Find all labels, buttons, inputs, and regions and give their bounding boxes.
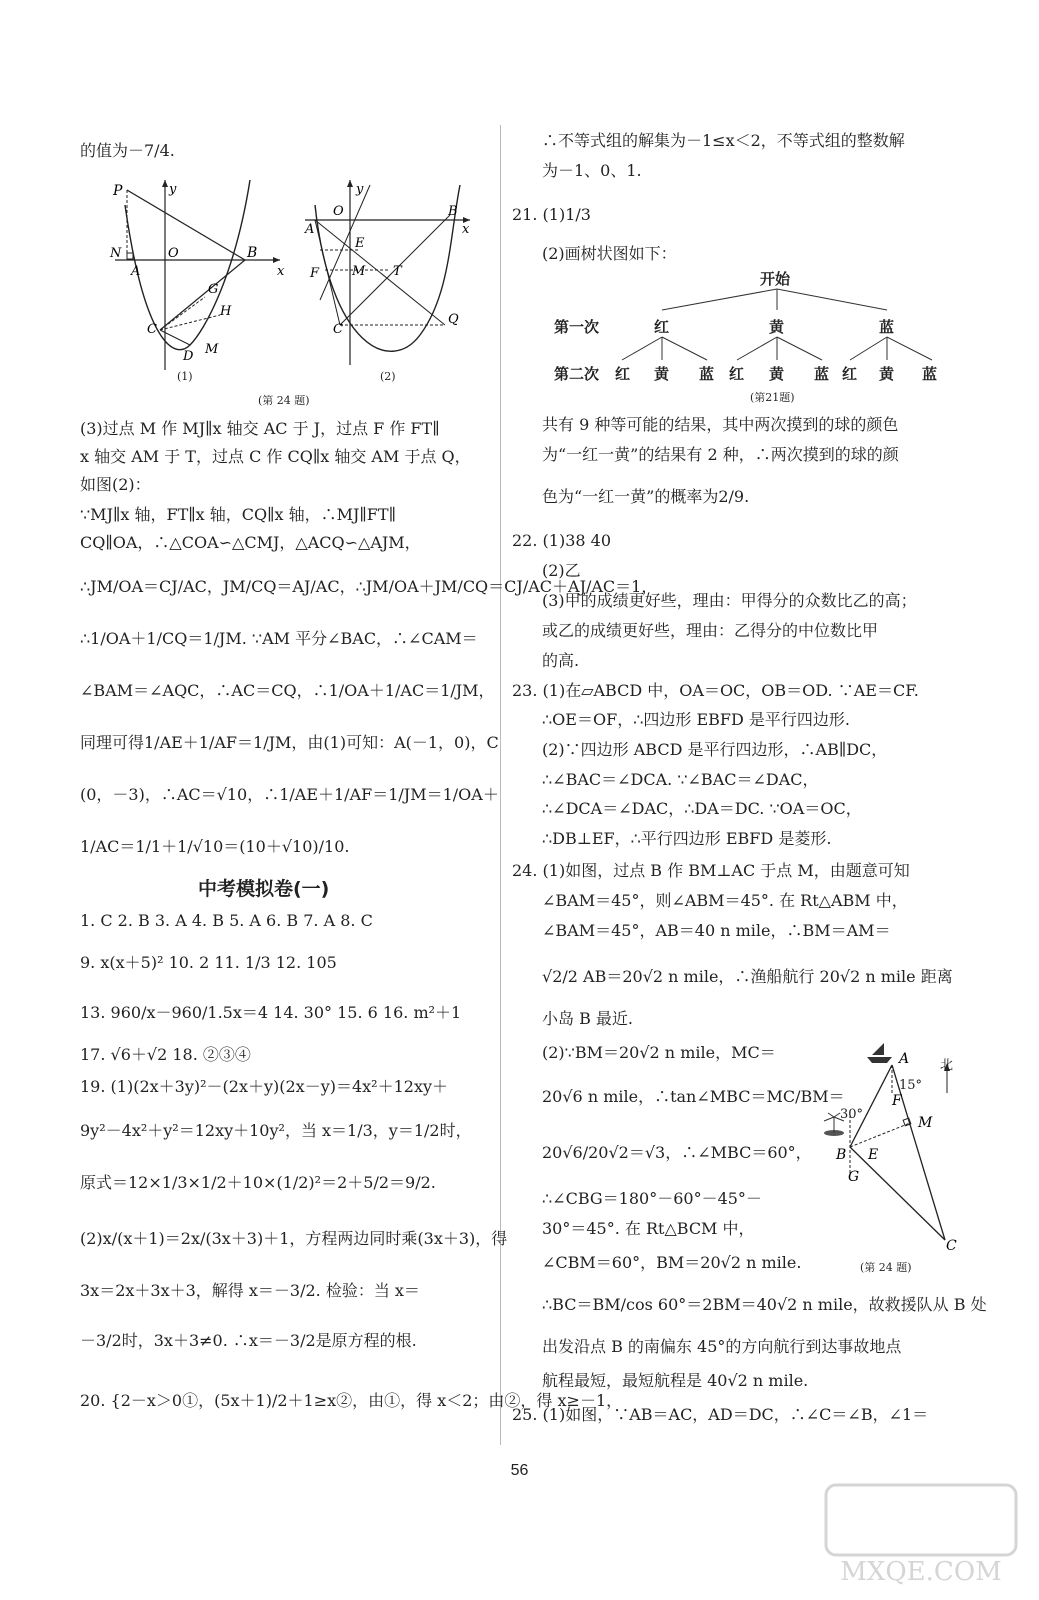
tree-node: 黄 (769, 318, 785, 336)
svg-text:C: C (147, 322, 157, 337)
text-line: 20√6/20√2＝√3，∴∠MBC＝60°， (542, 1143, 812, 1162)
text-line: 航程最短，最短航程是 40√2 n mile. (542, 1371, 809, 1390)
svg-text:G: G (848, 1169, 860, 1185)
north-label: 北 (940, 1058, 954, 1073)
answer-line: 22. (1)38 40 (512, 531, 611, 550)
answer-line: 1. C 2. B 3. A 4. B 5. A 6. B 7. A 8. C (80, 911, 373, 930)
tree-node: 红 (615, 365, 631, 383)
svg-text:M: M (352, 264, 366, 279)
svg-text:B: B (448, 204, 458, 219)
tree-node: 红 (729, 365, 745, 383)
text-line: (2)乙 (542, 561, 581, 580)
tree-node: 红 (654, 318, 670, 336)
text-line: ∴∠DCA＝∠DAC，∴DA＝DC. ∵OA＝OC， (542, 799, 862, 818)
text-line: ∵MJ∥x 轴，FT∥x 轴，CQ∥x 轴，∴MJ∥FT∥ (80, 505, 396, 524)
figure-24-2 (300, 175, 475, 375)
svg-text:O: O (333, 204, 344, 219)
svg-text:A: A (899, 1051, 910, 1067)
svg-text:Q: Q (448, 312, 459, 327)
text-line: 如图(2)： (80, 475, 151, 494)
text-line: 为－1、0、1. (542, 161, 642, 180)
svg-text:O: O (168, 246, 179, 261)
svg-text:C: C (946, 1238, 957, 1254)
text-line: √2/2 AB＝20√2 n mile，∴渔船航行 20√2 n mile 距离 (542, 967, 953, 986)
watermark-logo (821, 1480, 1021, 1590)
text-line: ∠BAM＝∠AQC，∴AC＝CQ，∴1/OA＋1/AC＝1/JM， (80, 681, 495, 700)
angle-label: 30° (840, 1107, 864, 1122)
svg-text:x: x (277, 264, 285, 279)
text-line: 色为“一红一黄”的概率为2/9. (542, 487, 750, 506)
svg-text:F: F (310, 266, 320, 281)
svg-text:T: T (393, 264, 402, 279)
text-line: 或乙的成绩更好些，理由：乙得分的中位数比甲 (542, 621, 879, 640)
tree-node: 蓝 (699, 365, 715, 383)
svg-text:D: D (183, 349, 194, 364)
angle-label: 15° (899, 1078, 923, 1093)
text-line: 3x＝2x＋3x＋3，解得 x＝－3/2. 检验：当 x＝ (80, 1281, 420, 1300)
text-line: ∴JM/OA＝CJ/AC，JM/CQ＝AJ/AC，∴JM/OA＋JM/CQ＝CJ/AC＋AJ/AC＝1， (80, 577, 658, 596)
svg-text:y: y (356, 182, 364, 197)
svg-text:A: A (131, 264, 141, 279)
text-line: 20√6 n mile，∴tan∠MBC＝MC/BM＝ (542, 1087, 845, 1106)
tree-node: 黄 (879, 365, 895, 383)
svg-text:y: y (169, 182, 177, 197)
text-line: ∴DB⊥EF，∴平行四边形 EBFD 是菱形. (542, 829, 832, 848)
text-line: 出发沿点 B 的南偏东 45°的方向航行到达事故地点 (542, 1337, 902, 1356)
text-line: (2)∵BM＝20√2 n mile，MC＝ (542, 1043, 776, 1062)
text-line: ∴1/OA＋1/CQ＝1/JM. ∵AM 平分∠BAC，∴∠CAM＝ (80, 629, 478, 648)
svg-text:B: B (247, 245, 258, 261)
answer-line: 13. 960/x－960/1.5x＝4 14. 30° 15. 6 16. m²＋1 (80, 1003, 462, 1022)
text-line: (2)x/(x＋1)＝2x/(3x＋3)＋1，方程两边同时乘(3x＋3)，得 (80, 1229, 508, 1248)
text-line: CQ∥OA，∴△COA∽△CMJ，△ACQ∽△AJM， (80, 533, 421, 552)
tree-node: 黄 (654, 365, 670, 383)
svg-text:A: A (305, 222, 315, 237)
page-number: 56 (510, 1462, 529, 1479)
svg-text:M: M (918, 1115, 933, 1131)
tree-node: 黄 (769, 365, 785, 383)
section-title: 中考模拟卷(一) (198, 878, 330, 900)
answer-line: 21. (1)1/3 (512, 205, 591, 224)
text-line: ∴∠BAC＝∠DCA. ∵∠BAC＝∠DAC， (542, 770, 819, 789)
text-line: x 轴交 AM 于 T，过点 C 作 CQ∥x 轴交 AM 于点 Q， (80, 447, 471, 466)
text-line: ∴不等式组的解集为－1≤x＜2，不等式组的整数解 (542, 131, 905, 150)
svg-text:M: M (205, 342, 219, 357)
figure-caption: (第 24 题) (258, 394, 310, 407)
tree-node: 蓝 (922, 365, 938, 383)
figure-sub-label: (1) (177, 370, 193, 383)
text-line: (0，－3)，∴AC＝√10，∴1/AE＋1/AF＝1/JM＝1/OA＋ (80, 785, 499, 804)
text-line: 30°＝45°. 在 Rt△BCM 中， (542, 1219, 755, 1238)
text-line: 19. (1)(2x＋3y)²－(2x＋y)(2x－y)＝4x²＋12xy＋ (80, 1077, 449, 1096)
answer-line: 25. (1)如图，∵AB＝AC，AD＝DC，∴∠C＝∠B，∠1＝ (512, 1405, 929, 1424)
text-line: ∴OE＝OF，∴四边形 EBFD 是平行四边形. (542, 710, 851, 729)
figure-caption: (第 24 题) (860, 1261, 912, 1274)
svg-text:H: H (220, 304, 232, 319)
text-line: 为“一红一黄”的结果有 2 种，∴两次摸到的球的颜 (542, 445, 899, 464)
answer-line: 23. (1)在▱ABCD 中，OA＝OC，OB＝OD. ∵AE＝CF. (512, 681, 919, 700)
text-line: 9y²－4x²＋y²＝12xy＋10y²，当 x＝1/3，y＝1/2时， (80, 1121, 472, 1140)
text-line: 的值为－7/4. (80, 141, 175, 160)
text-line: ∠CBM＝60°，BM＝20√2 n mile. (542, 1253, 802, 1272)
svg-text:x: x (462, 222, 470, 237)
svg-text:B: B (836, 1147, 847, 1163)
text-line: ∠BAM＝45°，AB＝40 n mile，∴BM＝AM＝ (542, 921, 891, 940)
watermark-text: MXQE.COM (840, 1557, 1002, 1587)
svg-text:E: E (355, 236, 365, 251)
tree-first-label: 第一次 (554, 318, 600, 336)
svg-text:G: G (208, 282, 219, 297)
text-line: ∴BC＝BM/cos 60°＝2BM＝40√2 n mile，故救援队从 B 处 (542, 1295, 987, 1314)
text-line: (3)甲的成绩更好些，理由：甲得分的众数比乙的高； (542, 591, 917, 610)
svg-text:E: E (868, 1147, 879, 1163)
svg-text:F: F (892, 1093, 902, 1109)
text-line: 共有 9 种等可能的结果，其中两次摸到的球的颜色 (542, 415, 899, 434)
text-line: (2)画树状图如下： (542, 244, 677, 263)
tree-node: 蓝 (879, 318, 895, 336)
text-line: (3)过点 M 作 MJ∥x 轴交 AC 于 J，过点 F 作 FT∥ (80, 419, 440, 438)
text-line: 20. {2－x＞0①，(5x＋1)/2＋1≥x②，由①，得 x＜2；由②，得 x≥－1， (80, 1391, 623, 1410)
svg-text:N: N (110, 246, 122, 261)
text-line: 的高. (542, 651, 580, 670)
figure-caption: (第21题) (750, 391, 795, 404)
text-line: (2)∵四边形 ABCD 是平行四边形，∴AB∥DC， (542, 740, 888, 759)
answer-line: 24. (1)如图，过点 B 作 BM⊥AC 于点 M，由题意可知 (512, 861, 910, 880)
svg-text:C: C (333, 322, 343, 337)
tree-root: 开始 (760, 270, 791, 288)
text-line: 1/AC＝1/1＋1/√10＝(10＋√10)/10. (80, 837, 350, 856)
tree-second-label: 第二次 (554, 365, 600, 383)
answer-line: 9. x(x＋5)² 10. 2 11. 1/3 12. 105 (80, 953, 337, 972)
text-line: 小岛 B 最近. (542, 1009, 634, 1028)
text-line: ∴∠CBG＝180°－60°－45°－ (542, 1189, 762, 1208)
figure-24-1 (105, 175, 290, 380)
tree-node: 蓝 (814, 365, 830, 383)
text-line: －3/2时，3x＋3≠0. ∴x＝－3/2是原方程的根. (80, 1331, 417, 1350)
text-line: 同理可得1/AE＋1/AF＝1/JM，由(1)可知：A(－1，0)，C (80, 733, 499, 752)
answer-line: 17. √6＋√2 18. ②③④ (80, 1045, 251, 1064)
figure-sub-label: (2) (380, 370, 396, 383)
tree-node: 红 (842, 365, 858, 383)
text-line: ∠BAM＝45°，则∠ABM＝45°. 在 Rt△ABM 中， (542, 891, 908, 910)
text-line: 原式＝12×1/3×1/2＋10×(1/2)²＝2＋5/2＝9/2. (80, 1173, 436, 1192)
svg-text:P: P (113, 183, 123, 199)
